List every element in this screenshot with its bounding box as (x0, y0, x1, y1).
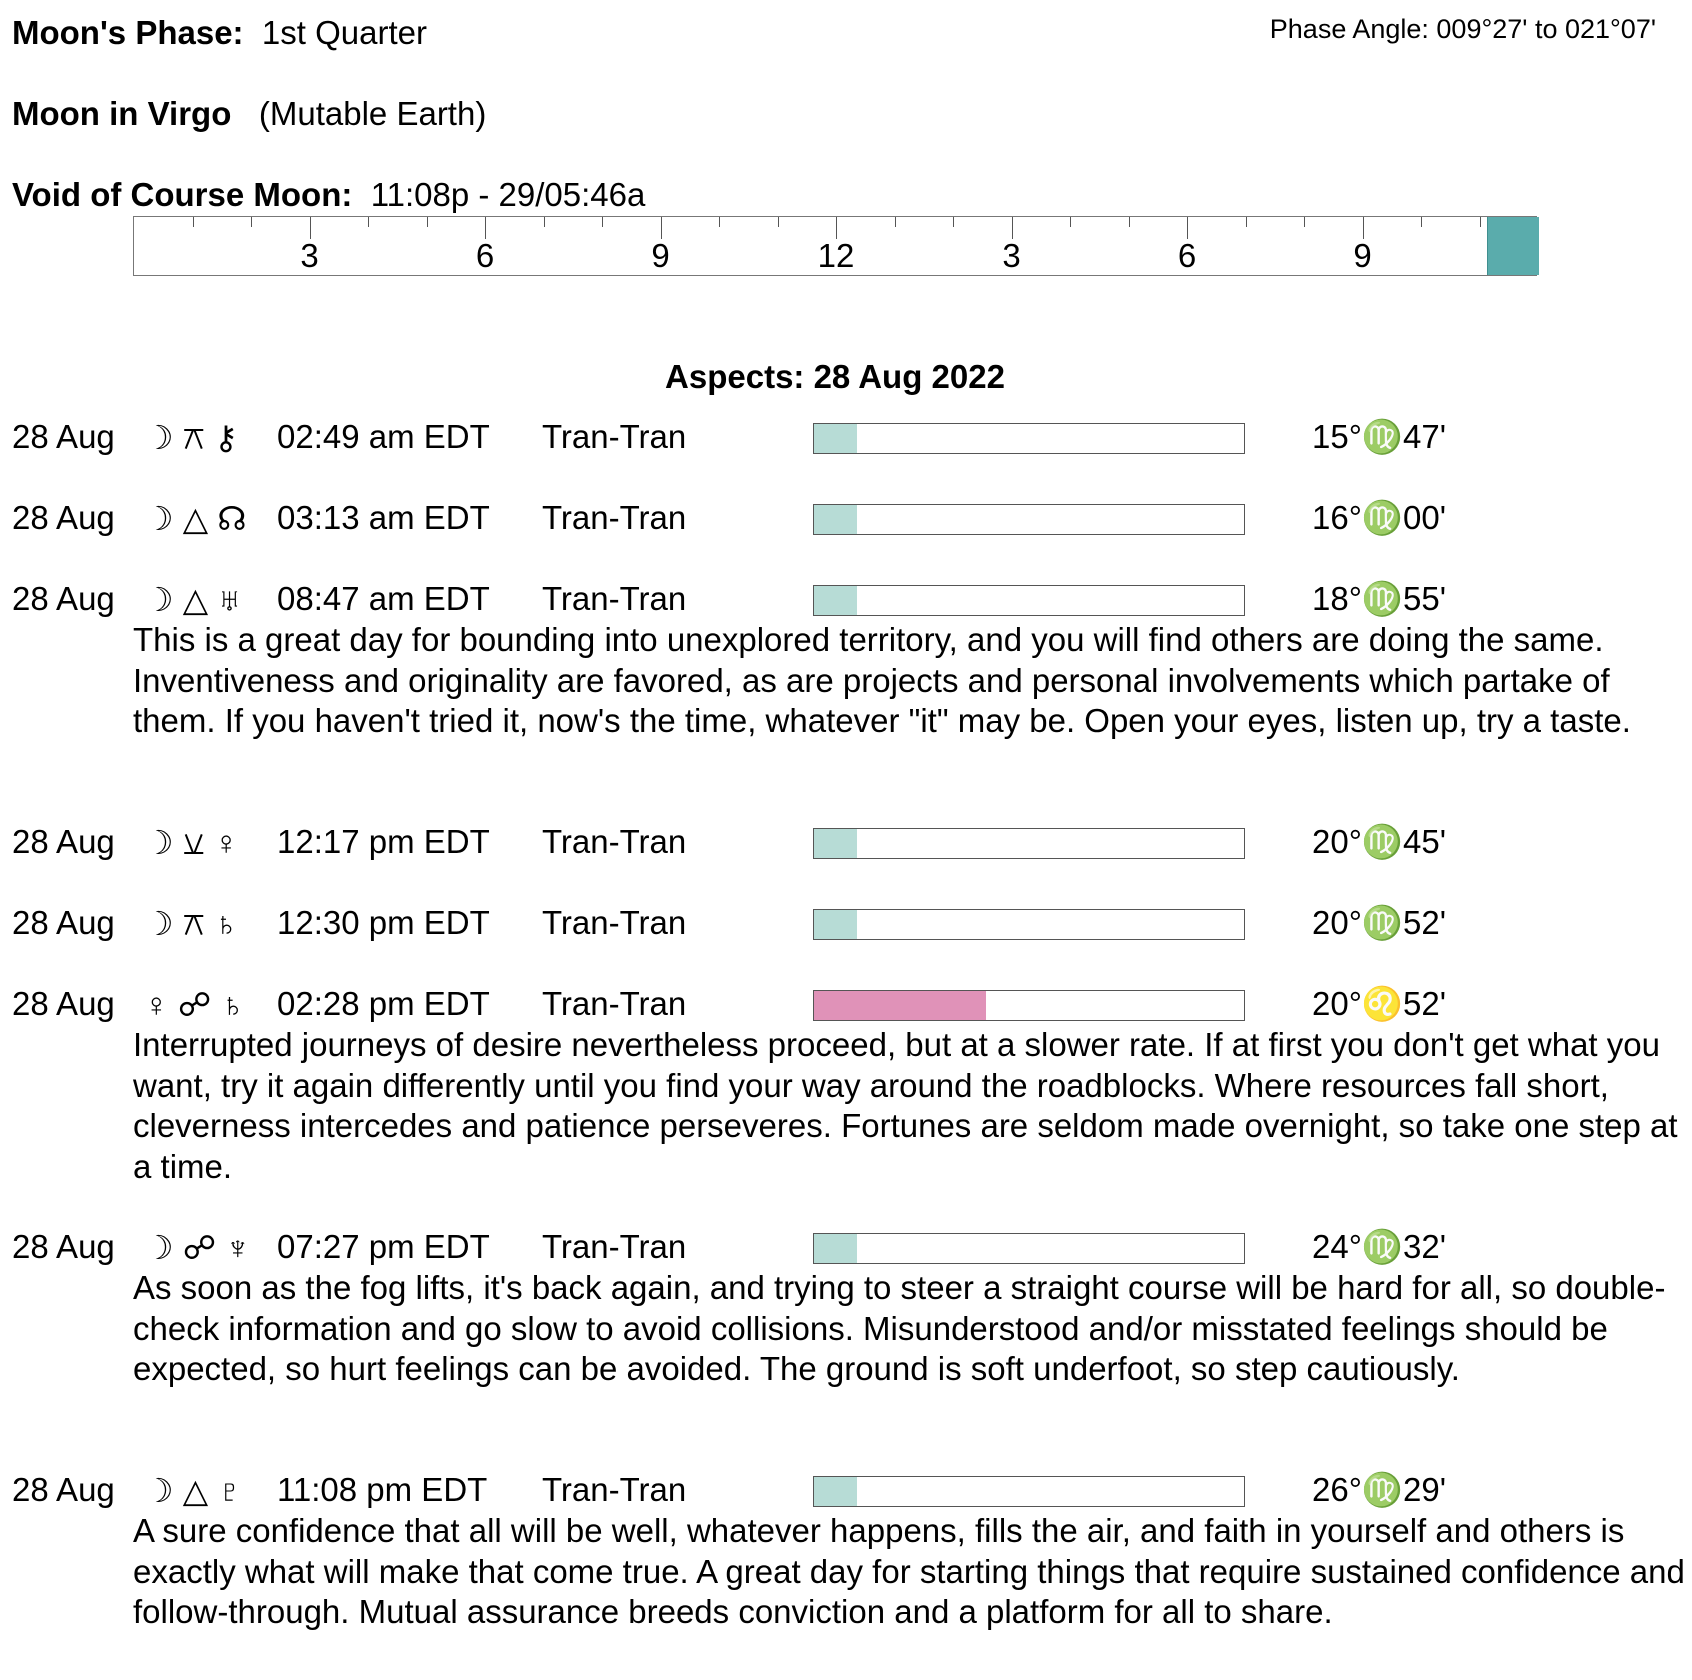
timeline-tick (1129, 217, 1130, 227)
aspect-time: 07:27 pm EDT (277, 1228, 490, 1265)
moon-phase-value: 1st Quarter (261, 14, 427, 51)
aspect-time: 11:08 pm EDT (277, 1471, 488, 1508)
aspect-strength-bar (813, 1233, 1245, 1264)
aspect-glyphs: ☽ △ ☊ (144, 500, 247, 537)
aspect-strength-fill (814, 424, 857, 453)
aspect-type: Tran-Tran (542, 418, 687, 455)
aspect-date: 28 Aug (12, 418, 115, 455)
aspect-date: 28 Aug (12, 580, 115, 617)
timeline-tick (602, 217, 603, 227)
aspect-position: 26°♍29' (1312, 1471, 1446, 1508)
aspect-strength-bar (813, 423, 1245, 454)
aspect-date: 28 Aug (12, 1471, 115, 1508)
moon-sign-line (12, 95, 486, 133)
aspect-strength-fill (814, 1477, 857, 1506)
aspects-title: Aspects: 28 Aug 2022 (665, 358, 1005, 395)
aspect-type: Tran-Tran (542, 580, 687, 617)
aspect-date: 28 Aug (12, 1228, 115, 1265)
aspect-time: 02:49 am EDT (277, 418, 490, 455)
aspect-type: Tran-Tran (542, 985, 687, 1022)
aspect-description: As soon as the fog lifts, it's back again, and trying to steer a straight course will be hard for all, so double-check information and go slow to avoid collisions. Misunderstood and/or misstated feelings should be expected, so hurt feelings can be avoided. The ground is soft underfoot, so step cautiously. (133, 1269, 1666, 1387)
timeline-tick (251, 217, 252, 227)
moon-phase-line (12, 14, 427, 52)
timeline-tick (1363, 217, 1364, 239)
timeline-tick (1246, 217, 1247, 227)
aspect-time: 12:17 pm EDT (277, 823, 490, 860)
aspect-description: This is a great day for bounding into unexplored territory, and you will find others are doing the same. Inventiveness and originality are favored, as are projects and personal involvements which partake of them. If you haven't tried it, now's the time, whatever "it" may be. Open your eyes, listen up, try a taste. (133, 621, 1631, 739)
aspect-position: 24°♍32' (1312, 1228, 1446, 1265)
aspect-position: 15°♍47' (1312, 418, 1446, 455)
aspect-strength-bar (813, 909, 1245, 940)
timeline-tick (1421, 217, 1422, 227)
aspect-glyphs: ☽ ☍ ♆ (144, 1229, 251, 1266)
aspect-position: 20°♍45' (1312, 823, 1446, 860)
timeline-tick (1304, 217, 1305, 227)
aspect-glyphs: ☽ △ ♅ (144, 581, 243, 618)
voc-value: 11:08p - 29/05:46a (370, 176, 646, 213)
void-of-course-timeline (133, 216, 1537, 276)
voc-line (12, 176, 645, 214)
timeline-hour-label: 3 (300, 237, 319, 274)
timeline-tick (544, 217, 545, 227)
aspect-strength-fill (814, 586, 857, 615)
timeline-tick (310, 217, 311, 239)
aspect-glyphs: ☽ ⚻ ♄ (144, 905, 239, 942)
aspect-glyphs: ☽ ⚺ ♀ (144, 824, 239, 861)
moon-sign-label: Moon in Virgo (12, 95, 232, 132)
timeline-hour-label: 6 (1177, 237, 1197, 274)
timeline-tick (368, 217, 369, 227)
aspect-description: Interrupted journeys of desire nevertheless proceed, but at a slower rate. If at first you don't get what you want, try it again differently until you find your way around the roadblocks. Where resources fall short, cleverness intercedes and patience perseveres. Fortunes are seldom made overnight, so take one step at a time. (133, 1026, 1678, 1185)
aspect-time: 02:28 pm EDT (277, 985, 490, 1022)
timeline-tick (778, 217, 779, 227)
aspect-position: 20°♍52' (1312, 904, 1446, 941)
aspect-strength-bar (813, 828, 1245, 859)
aspect-time: 03:13 am EDT (277, 499, 490, 536)
aspect-date: 28 Aug (12, 823, 115, 860)
void-of-course-span (1487, 217, 1539, 275)
aspect-type: Tran-Tran (542, 904, 687, 941)
aspect-date: 28 Aug (12, 499, 115, 536)
timeline-tick (193, 217, 194, 227)
timeline-tick (1480, 217, 1481, 227)
aspect-strength-fill (814, 829, 857, 858)
aspect-type: Tran-Tran (542, 1471, 687, 1508)
aspect-glyphs: ♀ ☍ ♄ (144, 986, 246, 1023)
timeline-tick (836, 217, 837, 239)
aspect-date: 28 Aug (12, 985, 115, 1022)
aspect-strength-bar (813, 990, 1245, 1021)
aspect-description: A sure confidence that all will be well, whatever happens, fills the air, and faith in yourself and others is exactly what will make that come true. A great day for starting things that require sustained confidence and follow-through. Mutual assurance breeds conviction and a platform for all to share. (133, 1512, 1685, 1630)
timeline-tick (485, 217, 486, 239)
aspect-position: 20°♌52' (1312, 985, 1446, 1022)
aspect-date: 28 Aug (12, 904, 115, 941)
aspect-strength-bar (813, 504, 1245, 535)
timeline-hour-label: 3 (1002, 237, 1021, 274)
aspect-time: 08:47 am EDT (277, 580, 490, 617)
timeline-hour-label: 12 (817, 237, 855, 274)
timeline-tick (1187, 217, 1188, 239)
aspect-position: 18°♍55' (1312, 580, 1446, 617)
aspect-position: 16°♍00' (1312, 499, 1446, 536)
aspect-strength-fill (814, 505, 857, 534)
aspect-glyphs: ☽ △ ♇ (144, 1472, 243, 1509)
aspect-type: Tran-Tran (542, 499, 687, 536)
timeline-tick (895, 217, 896, 227)
timeline-hour-label: 9 (651, 237, 670, 274)
moon-phase-label: Moon's Phase: (12, 14, 244, 51)
timeline-tick (1012, 217, 1013, 239)
timeline-hour-label: 9 (1353, 237, 1372, 274)
aspect-strength-fill (814, 1234, 857, 1263)
moon-sign-detail: (Mutable Earth) (258, 95, 487, 132)
aspect-strength-bar (813, 585, 1245, 616)
timeline-tick (719, 217, 720, 227)
aspect-time: 12:30 pm EDT (277, 904, 490, 941)
voc-label: Void of Course Moon: (12, 176, 353, 213)
timeline-tick (953, 217, 954, 227)
aspect-glyphs: ☽ ⚻ ⚷ (144, 419, 239, 456)
aspect-strength-fill (814, 991, 986, 1020)
aspect-type: Tran-Tran (542, 823, 687, 860)
timeline-hour-label: 6 (475, 237, 495, 274)
aspect-type: Tran-Tran (542, 1228, 687, 1265)
aspect-strength-bar (813, 1476, 1245, 1507)
aspect-strength-fill (814, 910, 857, 939)
timeline-tick (1070, 217, 1071, 227)
timeline-tick (661, 217, 662, 239)
timeline-tick (427, 217, 428, 227)
phase-angle: Phase Angle: 009°27' to 021°07' (1269, 14, 1656, 44)
